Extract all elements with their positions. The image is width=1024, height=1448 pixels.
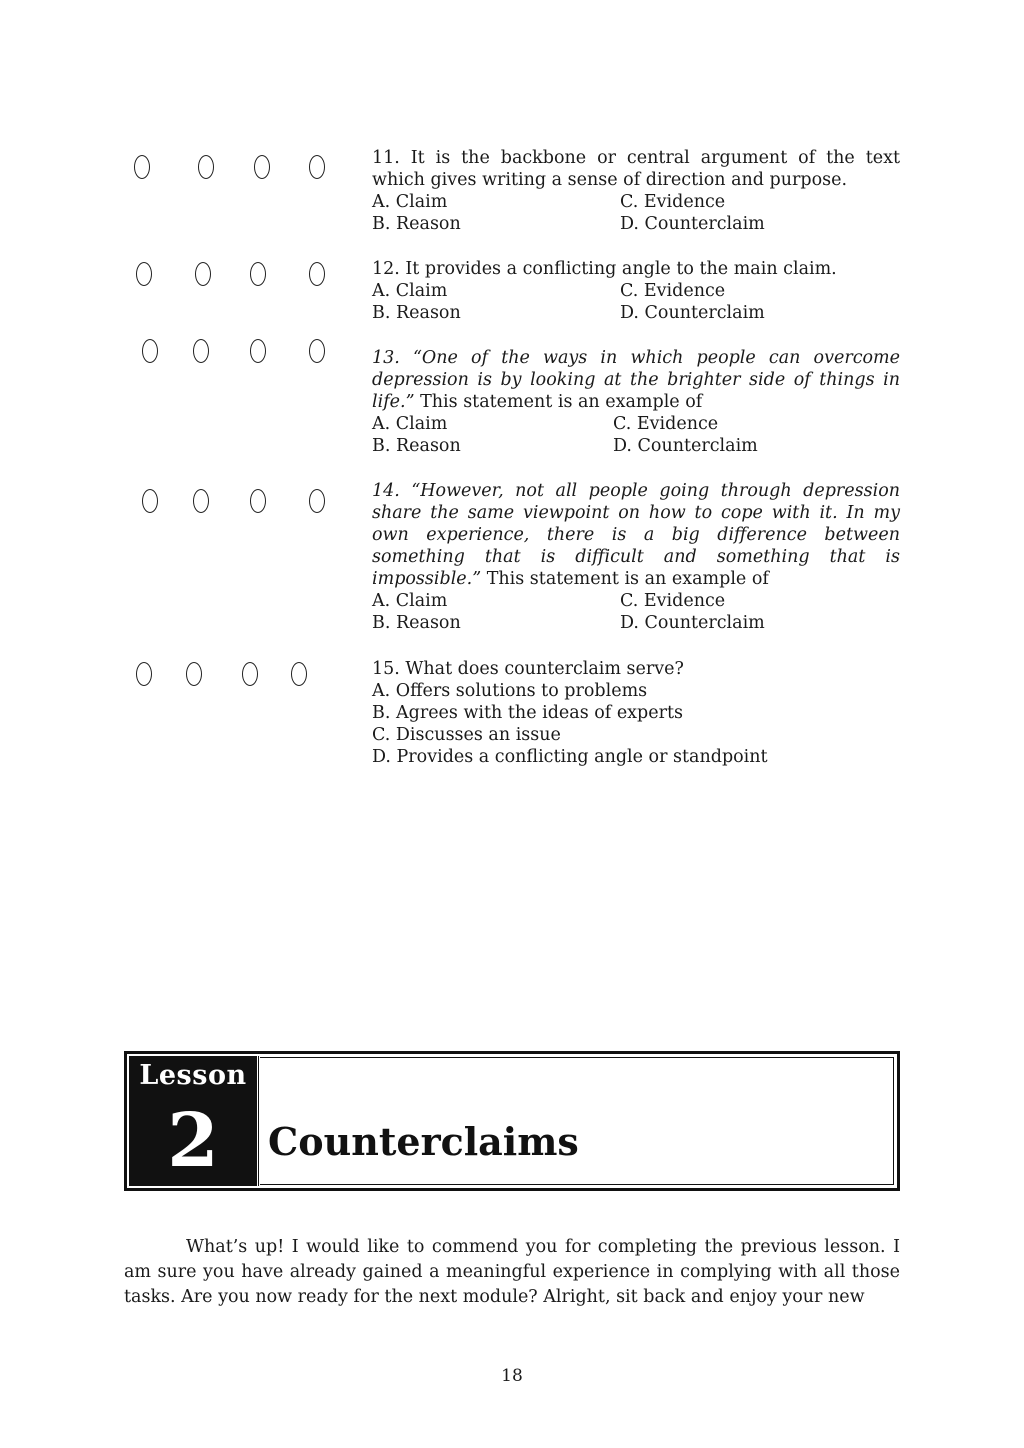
answer-bubble[interactable] — [242, 662, 258, 686]
option: B. Reason — [372, 436, 461, 456]
option: C. Discusses an issue — [372, 725, 561, 745]
option: A. Claim — [372, 281, 448, 301]
question-options — [372, 413, 900, 457]
option: D. Counterclaim — [613, 436, 758, 456]
answer-bubble[interactable] — [186, 662, 202, 686]
answer-bubble[interactable] — [309, 262, 325, 286]
answer-bubble[interactable] — [198, 155, 214, 179]
answer-bubble[interactable] — [250, 262, 266, 286]
question-13 — [372, 347, 900, 457]
answer-bubble[interactable] — [142, 489, 158, 513]
question-stem: 12. It provides a conflicting angle to the main claim. — [372, 259, 837, 279]
lesson-title: Counterclaims — [268, 1119, 579, 1164]
quoted-statement: 14. “However, not all people going through depression share the same viewpoint on how to cope with it. In my own experience, there is a big difference between something that is difficult and something that is impossible.” — [372, 481, 900, 589]
option: D. Counterclaim — [620, 613, 765, 633]
answer-bubble[interactable] — [193, 339, 209, 363]
answer-bubble[interactable] — [291, 662, 307, 686]
option: D. Provides a conflicting angle or standpoint — [372, 747, 768, 767]
option: B. Agrees with the ideas of experts — [372, 703, 683, 723]
question-stem — [372, 347, 900, 413]
question-stem: 15. What does counterclaim serve? — [372, 659, 684, 679]
answer-bubble[interactable] — [250, 339, 266, 363]
option: C. Evidence — [620, 192, 726, 212]
option: A. Claim — [372, 192, 448, 212]
question-options — [372, 680, 900, 768]
option: C. Evidence — [620, 591, 726, 611]
stem-tail: This statement is an example of — [414, 392, 703, 412]
question-stem — [372, 480, 900, 590]
option: D. Counterclaim — [620, 214, 765, 234]
question-options — [372, 280, 900, 324]
quoted-statement: 13. “One of the ways in which people can overcome depression is by looking at the brighter side of things in life.” — [372, 348, 900, 412]
question-14 — [372, 480, 900, 634]
answer-bubble[interactable] — [309, 489, 325, 513]
answer-bubble[interactable] — [254, 155, 270, 179]
question-stem: 11. It is the backbone or central argument of the text which gives writing a sense of direction and purpose. — [372, 148, 900, 190]
answer-bubble[interactable] — [309, 155, 325, 179]
intro-paragraph: What’s up! I would like to commend you for completing the previous lesson. I am sure you have already gained a meaningful experience in complying with all those tasks. Are you now ready for the next module? Alright, sit back and enjoy your new — [124, 1237, 900, 1307]
question-options — [372, 191, 900, 235]
lesson-tab — [129, 1056, 260, 1186]
option: B. Reason — [372, 613, 461, 633]
option: A. Offers solutions to problems — [372, 681, 648, 701]
answer-bubble[interactable] — [136, 262, 152, 286]
question-11 — [372, 147, 900, 235]
option: A. Claim — [372, 591, 448, 611]
question-12 — [372, 258, 900, 324]
lesson-label: Lesson — [139, 1060, 247, 1091]
answer-bubble[interactable] — [195, 262, 211, 286]
option: C. Evidence — [613, 414, 719, 434]
lesson-number: 2 — [167, 1098, 219, 1184]
answer-bubble[interactable] — [193, 489, 209, 513]
stem-tail: This statement is an example of — [481, 569, 769, 589]
option: D. Counterclaim — [620, 303, 765, 323]
answer-bubble[interactable] — [136, 662, 152, 686]
option: C. Evidence — [620, 281, 726, 301]
answer-bubble[interactable] — [309, 339, 325, 363]
page-number: 18 — [501, 1366, 523, 1386]
answer-bubble[interactable] — [250, 489, 266, 513]
question-options — [372, 590, 900, 634]
option: B. Reason — [372, 214, 461, 234]
option: A. Claim — [372, 414, 448, 434]
option: B. Reason — [372, 303, 461, 323]
question-15 — [372, 658, 900, 768]
answer-bubble[interactable] — [134, 155, 150, 179]
answer-bubble[interactable] — [142, 339, 158, 363]
